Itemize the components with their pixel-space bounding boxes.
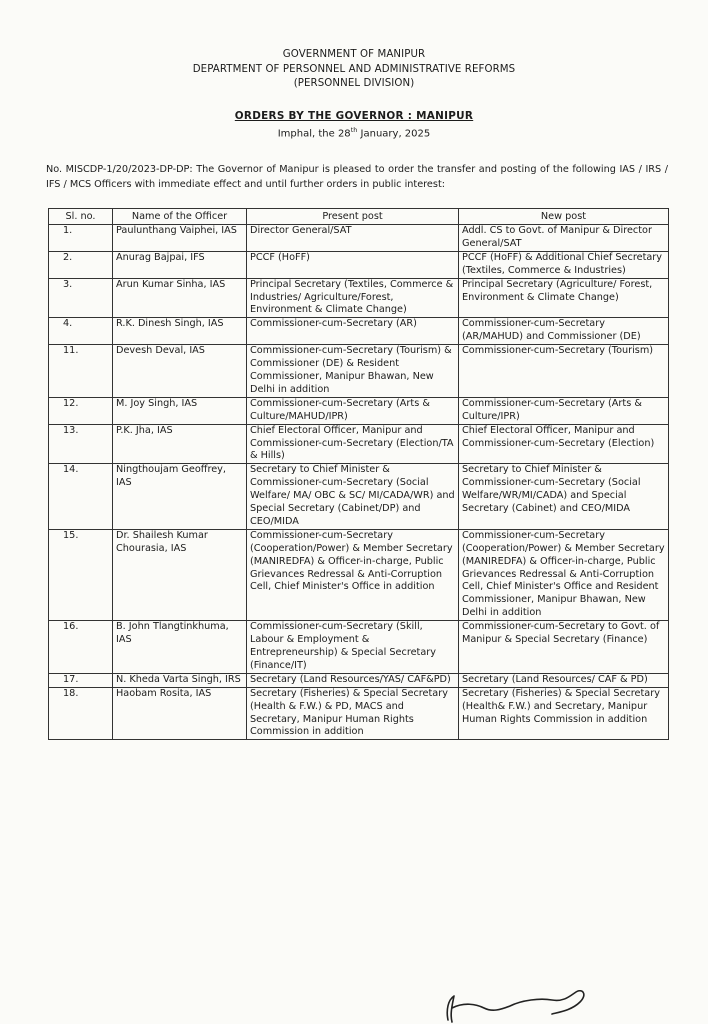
cell-new-post: PCCF (HoFF) & Additional Chief Secretary (Textiles, Commerce & Industries) [459,251,669,278]
cell-present-post: Secretary (Land Resources/YAS/ CAF&PD) [247,673,459,687]
cell-present-post: Commissioner-cum-Secretary (Skill, Labour & Employment & Entrepreneurship) & Special Secretary (Finance/IT) [247,621,459,674]
table-row [49,318,669,345]
order-intro: No. MISCDP-1/20/2023-DP-DP: The Governor of Manipur is pleased to order the transfer and posting of the following IAS / IRS / IFS / MCS Officers with immediate effect and until further orders in public interest: [46,164,668,190]
cell-new-post: Commissioner-cum-Secretary (Cooperation/Power) & Member Secretary (MANIREDFA) & Officer-in-charge, Public Grievances Redressal & Anti-Corruption Cell, Chief Minister's Office and Resident Commissioner, Manipur Bhawan, New Delhi in addition [459,529,669,620]
cell-sl-no: 2. [49,251,113,278]
cell-new-post: Principal Secretary (Agriculture/ Forest, Environment & Climate Change) [459,278,669,318]
order-date-suffix: January, 2025 [357,128,431,140]
cell-sl-no: 1. [49,225,113,252]
cell-new-post: Secretary (Land Resources/ CAF & PD) [459,673,669,687]
cell-new-post: Commissioner-cum-Secretary to Govt. of Manipur & Special Secretary (Finance) [459,621,669,674]
officers-table [48,208,669,740]
table-row [49,251,669,278]
table-header-row [49,209,669,225]
table-row [49,621,669,674]
cell-present-post: Commissioner-cum-Secretary (Arts & Culture/MAHUD/IPR) [247,397,459,424]
cell-officer-name: N. Kheda Varta Singh, IRS [113,673,247,687]
cell-sl-no: 13. [49,424,113,464]
cell-sl-no: 4. [49,318,113,345]
order-date-sup: th [350,126,358,134]
header-new-post: New post [459,209,669,225]
cell-new-post: Chief Electoral Officer, Manipur and Commissioner-cum-Secretary (Election) [459,424,669,464]
table-row [49,278,669,318]
cell-sl-no: 17. [49,673,113,687]
cell-officer-name: M. Joy Singh, IAS [113,397,247,424]
cell-sl-no: 14. [49,464,113,530]
table-row [49,673,669,687]
table-row [49,687,669,740]
cell-officer-name: Haobam Rosita, IAS [113,687,247,740]
table-row [49,397,669,424]
order-date [0,126,708,139]
cell-officer-name: Paulunthang Vaiphei, IAS [113,225,247,252]
cell-new-post: Secretary to Chief Minister & Commissioner-cum-Secretary (Social Welfare/WR/MI/CADA) and Special Secretary (Cabinet) and CEO/MIDA [459,464,669,530]
order-date-prefix: Imphal, the 28 [277,128,351,140]
table-row [49,345,669,398]
department-name: DEPARTMENT OF PERSONNEL AND ADMINISTRATIVE REFORMS [192,63,516,75]
cell-officer-name: Dr. Shailesh Kumar Chourasia, IAS [113,529,247,620]
division-name: (PERSONNEL DIVISION) [293,78,415,89]
cell-new-post: Secretary (Fisheries) & Special Secretary (Health& F.W.) and Secretary, Manipur Human Rights Commission in addition [459,687,669,740]
cell-sl-no: 11. [49,345,113,398]
cell-officer-name: Arun Kumar Sinha, IAS [113,278,247,318]
cell-present-post: Director General/SAT [247,225,459,252]
cell-sl-no: 12. [49,397,113,424]
order-title: ORDERS BY THE GOVERNOR : MANIPUR [234,110,474,122]
cell-new-post: Commissioner-cum-Secretary (AR/MAHUD) and Commissioner (DE) [459,318,669,345]
header-sl-no: Sl. no. [49,209,113,225]
table-row [49,529,669,620]
cell-present-post: Secretary to Chief Minister & Commissioner-cum-Secretary (Social Welfare/ MA/ OBC & SC/ MI/CADA/WR) and Special Secretary (Cabinet/DP) and CEO/MIDA [247,464,459,530]
letterhead [0,48,708,92]
table-row [49,225,669,252]
cell-present-post: Principal Secretary (Textiles, Commerce & Industries/ Agriculture/Forest, Environment & Climate Change) [247,278,459,318]
cell-new-post: Commissioner-cum-Secretary (Arts & Culture/IPR) [459,397,669,424]
cell-present-post: Commissioner-cum-Secretary (AR) [247,318,459,345]
signature [440,990,600,1024]
cell-present-post: PCCF (HoFF) [247,251,459,278]
cell-sl-no: 18. [49,687,113,740]
cell-officer-name: Ningthoujam Geoffrey, IAS [113,464,247,530]
cell-officer-name: Anurag Bajpai, IFS [113,251,247,278]
cell-new-post: Commissioner-cum-Secretary (Tourism) [459,345,669,398]
cell-present-post: Secretary (Fisheries) & Special Secretary (Health & F.W.) & PD, MACS and Secretary, Manipur Human Rights Commission in addition [247,687,459,740]
cell-sl-no: 3. [49,278,113,318]
header-officer-name: Name of the Officer [113,209,247,225]
cell-new-post: Addl. CS to Govt. of Manipur & Director General/SAT [459,225,669,252]
cell-sl-no: 15. [49,529,113,620]
cell-officer-name: Devesh Deval, IAS [113,345,247,398]
cell-officer-name: R.K. Dinesh Singh, IAS [113,318,247,345]
cell-present-post: Chief Electoral Officer, Manipur and Commissioner-cum-Secretary (Election/TA & Hills) [247,424,459,464]
table-row [49,464,669,530]
header-present-post: Present post [247,209,459,225]
government-name: GOVERNMENT OF MANIPUR [282,49,426,60]
cell-sl-no: 16. [49,621,113,674]
cell-present-post: Commissioner-cum-Secretary (Tourism) & Commissioner (DE) & Resident Commissioner, Manipur Bhawan, New Delhi in addition [247,345,459,398]
cell-officer-name: B. John Tlangtinkhuma, IAS [113,621,247,674]
cell-officer-name: P.K. Jha, IAS [113,424,247,464]
table-row [49,424,669,464]
cell-present-post: Commissioner-cum-Secretary (Cooperation/Power) & Member Secretary (MANIREDFA) & Officer-in-charge, Public Grievances Redressal & Anti-Corruption Cell, Chief Minister's Office in addition [247,529,459,620]
